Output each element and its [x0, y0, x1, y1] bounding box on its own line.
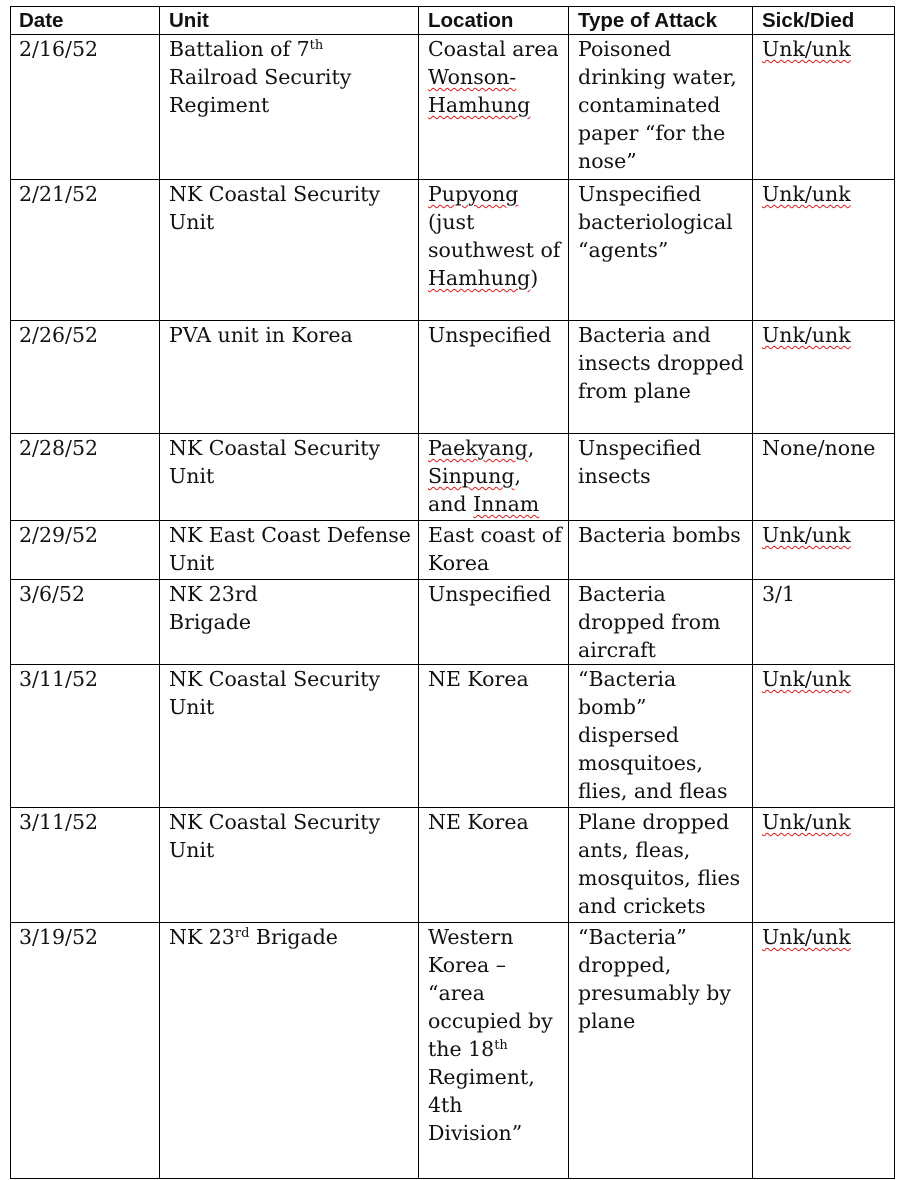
ordinal-suffix: rd — [234, 926, 250, 941]
cell-unit — [160, 923, 419, 1179]
cell-unit: PVA unit in Korea — [160, 321, 419, 434]
table-row — [11, 923, 895, 1179]
cell-location: Unspecified — [419, 580, 569, 665]
cell-location-text: Western Korea – “area occupied by the 18 — [428, 925, 553, 1061]
misspelled-word: Unk/unk — [762, 810, 851, 834]
cell-location: Unspecified — [419, 321, 569, 434]
cell-unit-text: Battalion of 7 — [169, 37, 310, 61]
cell-unit-text: Railroad Security Regiment — [169, 65, 352, 117]
cell-date: 3/11/52 — [11, 665, 160, 808]
header-location: Location — [419, 7, 569, 35]
cell-location-text: and — [428, 492, 474, 516]
misspelled-word: Unk/unk — [762, 667, 851, 691]
misspelled-word: Unk/unk — [762, 323, 851, 347]
misspelled-word: Unk/unk — [762, 37, 851, 61]
cell-date: 3/6/52 — [11, 580, 160, 665]
cell-sick-died: 3/1 — [753, 580, 895, 665]
cell-location-text: Regiment, 4th Division” — [428, 1065, 535, 1145]
cell-location: East coast of Korea — [419, 521, 569, 580]
misspelled-word: Hamhung — [428, 266, 531, 290]
cell-location-text: , — [527, 436, 535, 460]
cell-location-text: ) — [530, 266, 539, 290]
cell-sick-died — [753, 808, 895, 923]
cell-location-text: (just southwest of — [428, 210, 561, 262]
header-unit: Unit — [160, 7, 419, 35]
attack-reports-table — [10, 6, 895, 1179]
cell-unit: NK Coastal Security Unit — [160, 808, 419, 923]
cell-unit: NK Coastal Security Unit — [160, 434, 419, 521]
table-row — [11, 180, 895, 321]
cell-unit: NK East Coast Defense Unit — [160, 521, 419, 580]
cell-sick-died — [753, 665, 895, 808]
cell-location — [419, 434, 569, 521]
misspelled-word: Pupyong — [428, 182, 519, 206]
cell-location: NE Korea — [419, 808, 569, 923]
misspelled-word: Sinpung — [428, 464, 515, 488]
table-row — [11, 580, 895, 665]
cell-location — [419, 923, 569, 1179]
cell-sick-died — [753, 180, 895, 321]
table-row — [11, 521, 895, 580]
cell-unit: NK Coastal Security Unit — [160, 180, 419, 321]
cell-type-of-attack: Bacteria bombs — [569, 521, 753, 580]
cell-unit-text: NK 23 — [169, 925, 235, 949]
cell-unit — [160, 580, 419, 665]
cell-date: 2/28/52 — [11, 434, 160, 521]
cell-unit — [160, 35, 419, 180]
misspelled-word: Unk/unk — [762, 925, 851, 949]
cell-location — [419, 180, 569, 321]
cell-sick-died: None/none — [753, 434, 895, 521]
cell-date: 2/21/52 — [11, 180, 160, 321]
cell-location — [419, 35, 569, 180]
cell-sick-died — [753, 35, 895, 180]
cell-date: 2/29/52 — [11, 521, 160, 580]
ordinal-suffix: th — [494, 1038, 508, 1053]
cell-date: 3/19/52 — [11, 923, 160, 1179]
misspelled-word: Innam — [473, 492, 540, 516]
misspelled-word: Wonson-Hamhung — [428, 65, 531, 117]
cell-sick-died — [753, 321, 895, 434]
table-row — [11, 35, 895, 180]
cell-location-text: Coastal area — [428, 37, 559, 61]
cell-location-text: , — [514, 464, 521, 488]
header-date: Date — [11, 7, 160, 35]
cell-type-of-attack: Bacteria dropped from aircraft — [569, 580, 753, 665]
cell-type-of-attack: Unspecified insects — [569, 434, 753, 521]
cell-unit: NK Coastal Security Unit — [160, 665, 419, 808]
cell-unit-text: Brigade — [169, 610, 252, 634]
cell-type-of-attack: Unspecified bacteriological “agents” — [569, 180, 753, 321]
cell-type-of-attack: Poisoned drinking water, contaminated paper “for the nose” — [569, 35, 753, 180]
cell-unit-text: Brigade — [249, 925, 338, 949]
header-row — [11, 7, 895, 35]
cell-location: NE Korea — [419, 665, 569, 808]
misspelled-word: Unk/unk — [762, 523, 851, 547]
cell-type-of-attack: Bacteria and insects dropped from plane — [569, 321, 753, 434]
cell-date: 2/26/52 — [11, 321, 160, 434]
ordinal-suffix: th — [309, 38, 324, 53]
cell-type-of-attack: Plane dropped ants, fleas, mosquitos, flies and crickets — [569, 808, 753, 923]
table-row — [11, 665, 895, 808]
cell-type-of-attack: “Bacteria bomb” dispersed mosquitoes, flies, and fleas — [569, 665, 753, 808]
cell-date: 2/16/52 — [11, 35, 160, 180]
cell-sick-died — [753, 923, 895, 1179]
misspelled-word: Paekyang — [428, 436, 528, 460]
header-sick-died: Sick/Died — [753, 7, 895, 35]
header-type-of-attack: Type of Attack — [569, 7, 753, 35]
table-row — [11, 321, 895, 434]
table-row — [11, 434, 895, 521]
cell-type-of-attack: “Bacteria” dropped, presumably by plane — [569, 923, 753, 1179]
cell-sick-died — [753, 521, 895, 580]
misspelled-word: Unk/unk — [762, 182, 851, 206]
cell-date: 3/11/52 — [11, 808, 160, 923]
cell-unit-text: NK 23rd — [169, 582, 258, 606]
table-row — [11, 808, 895, 923]
